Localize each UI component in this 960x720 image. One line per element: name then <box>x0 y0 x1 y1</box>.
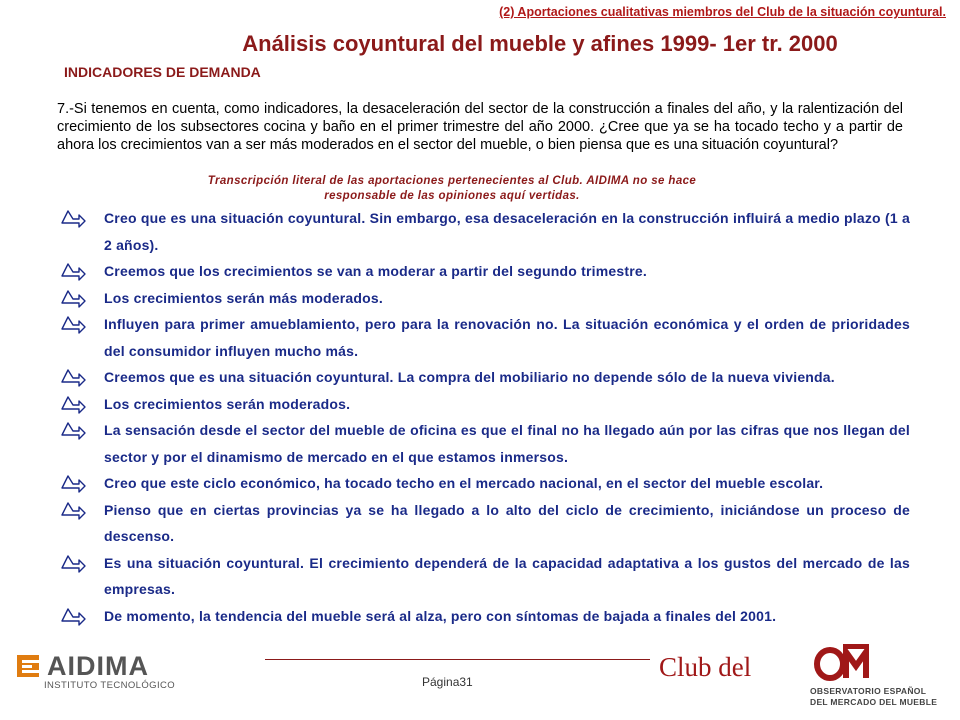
answer-text: Pienso que en ciertas provincias ya se ha llegado a lo alto del ciclo de crecimiento, iniciándose un proceso de descenso. <box>104 501 910 544</box>
answer-item <box>60 603 910 630</box>
answer-text: Creo que este ciclo económico, ha tocado techo en el mercado nacional, en el sector del mueble escolar. <box>104 475 824 491</box>
answer-text: Creemos que es una situación coyuntural. La compra del mobiliario no depende sólo de la nueva vivienda. <box>104 369 835 385</box>
arrow-right-icon <box>60 290 86 308</box>
page-number: Página31 <box>422 675 473 689</box>
observatorio-line-1: OBSERVATORIO ESPAÑOL <box>810 686 927 696</box>
arrow-right-icon <box>60 210 86 228</box>
arrow-right-icon <box>60 263 86 281</box>
answer-item <box>60 391 910 418</box>
disclaimer-line-1: Transcripción literal de las aportaciones pertenecientes al Club. AIDIMA no se hace <box>207 175 697 187</box>
answer-text: Creemos que los crecimientos se van a moderar a partir del segundo trimestre. <box>104 263 647 279</box>
answer-text: Influyen para primer amueblamiento, pero para la renovación no. La situación económica y el orden de prioridades del consumidor influyen mucho más. <box>104 316 910 359</box>
disclaimer-line-2: responsable de las opiniones aquí vertidas. <box>324 190 580 202</box>
aidima-logo-icon <box>17 654 41 683</box>
om-logo-icon <box>813 644 877 687</box>
arrow-right-icon <box>60 555 86 573</box>
footer-divider <box>265 659 650 660</box>
answer-text: Es una situación coyuntural. El crecimiento dependerá de la capacidad adaptativa a los gustos del mercado de las empresas. <box>104 554 910 597</box>
answer-text: Los crecimientos serán más moderados. <box>104 289 383 306</box>
arrow-right-icon <box>60 422 86 440</box>
answer-text: De momento, la tendencia del mueble será al alza, pero con síntomas de bajada a finales del 2001. <box>104 607 777 624</box>
answer-item <box>60 470 910 497</box>
answer-text: Los crecimientos serán moderados. <box>104 395 351 412</box>
answer-item <box>60 285 910 312</box>
question-text: 7.-Si tenemos en cuenta, como indicadores, la desaceleración del sector de la construcción a finales del año, y la ralentización del crecimiento de los subsectores cocina y baño en el primer trimestre del año 2000. ¿Cree que ya se ha tocado techo y a partir de ahora los crecimientos van a ser más moderados en el sector del mueble, o bien piensa que es una situación coyuntural? <box>57 101 903 153</box>
answer-item <box>60 205 910 258</box>
page-title: Análisis coyuntural del mueble y afines 1999- 1er tr. 2000 <box>242 31 838 56</box>
section-subtitle: INDICADORES DE DEMANDA <box>64 64 261 80</box>
answers-list <box>60 205 910 629</box>
aidima-logo <box>17 651 217 694</box>
arrow-right-icon <box>60 502 86 520</box>
answer-item <box>60 258 910 285</box>
observatorio-label <box>810 686 937 708</box>
arrow-right-icon <box>60 608 86 626</box>
club-label: Club del <box>659 652 752 682</box>
aidima-subtitle: INSTITUTO TECNOLÓGICO <box>44 680 176 691</box>
arrow-right-icon <box>60 369 86 387</box>
answer-text: Creo que es una situación coyuntural. Sin embargo, esa desaceleración en la construcción influirá a medio plazo (1 a 2 años). <box>104 210 910 253</box>
disclaimer-note <box>0 174 904 204</box>
section-link[interactable]: (2) Aportaciones cualitativas miembros del Club de la situación coyuntural. <box>499 5 946 19</box>
answer-item <box>60 497 910 550</box>
answer-item <box>60 364 910 391</box>
answer-item <box>60 311 910 364</box>
arrow-right-icon <box>60 475 86 493</box>
answer-item <box>60 550 910 603</box>
arrow-right-icon <box>60 316 86 334</box>
aidima-wordmark: AIDIMA <box>47 651 149 681</box>
answer-text: La sensación desde el sector del mueble de oficina es que el final no ha llegado aún por las cifras que nos llegan del sector y por el dinamismo de mercado en el que estamos inmersos. <box>104 422 910 465</box>
arrow-right-icon <box>60 396 86 414</box>
observatorio-line-2: DEL MERCADO DEL MUEBLE <box>810 697 938 707</box>
answer-item <box>60 417 910 470</box>
